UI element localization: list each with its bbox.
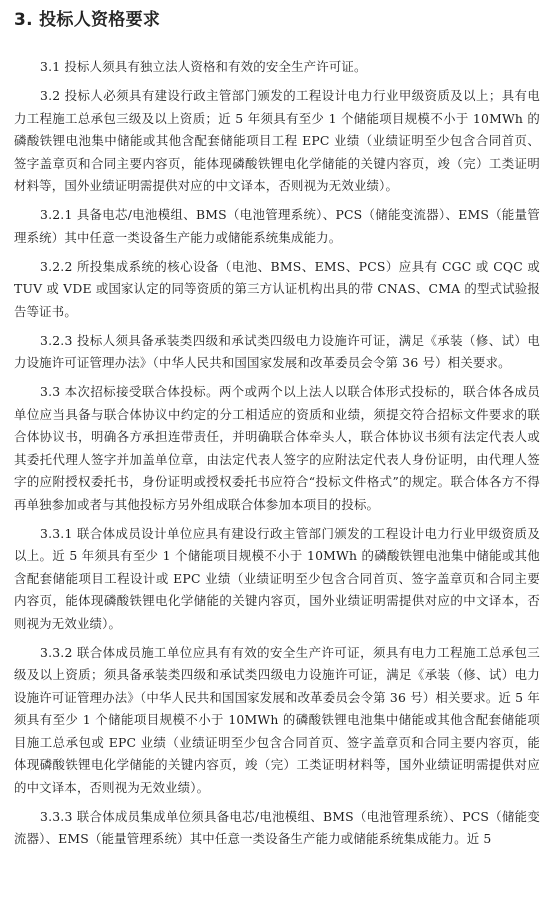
paragraph-3-2-3: 3.2.3 投标人须具备承装类四级和承试类四级电力设施许可证，满足《承装（修、试）电力设施许可证管理办法》（中华人民共和国国家发展和改革委员会令第 36 号）相关要求。 (14, 332, 540, 370)
paragraph-3-2: 3.2 投标人必须具有建设行政主管部门颁发的工程设计电力行业甲级资质及以上；具有电力工程施工总承包三级及以上资质；近 5 年须具有至少 1 个储能项目规模不小于 10MWh 的磷酸铁锂电池集中储能或其他含配套储能项目工程 EPC 业绩（业绩证明至少包含合同首页、签字盖章页和合同主要内容页，能体现磷酸铁锂电化学储能的关键内容页，竣（完）工类证明材料等，国外业绩证明需提供对应的中文译本，否则视为无效业绩）。 (14, 88, 540, 193)
document-body (14, 56, 540, 857)
paragraph-3-3: 3.3 本次招标接受联合体投标。两个或两个以上法人以联合体形式投标的，联合体各成员单位应当具备与联合体协议中约定的分工相适应的资质和业绩，须提交符合招标文件要求的联合体协议书，明确各方承担连带责任，并明确联合体牵头人，联合体协议书须有法定代表人或其委托代理人签字并加盖单位章，由法定代表人签字的应附法定代表人身份证明，由代理人签字的应附授权委托书，身份证明或授权委托书应符合“投标文件格式”的规定。联合体各方不得再单独参加或者与其他投标方另外组成联合体参加本项目的投标。 (14, 384, 540, 512)
paragraph-3-1: 3.1 投标人须具有独立法人资格和有效的安全生产许可证。 (40, 59, 367, 74)
section-heading: 3. 投标人资格要求 (14, 10, 161, 30)
paragraph-3-2-2: 3.2.2 所投集成系统的核心设备（电池、BMS、EMS、PCS）应具有 CGC 或 CQC 或 TUV 或 VDE 或国家认定的同等资质的第三方认证机构出具的带 CNAS、CMA 的型式试验报告等证书。 (14, 258, 540, 319)
paragraph-3-3-1: 3.3.1 联合体成员设计单位应具有建设行政主管部门颁发的工程设计电力行业甲级资质及以上。近 5 年须具有至少 1 个储能项目规模不小于 10MWh 的磷酸铁锂电池集中储能或其他含配套储能项目工程设计或 EPC 业绩（业绩证明至少包含合同首页、签字盖章页和合同主要内容页，能体现磷酸铁锂电化学储能的关键内容页，国外业绩证明需提供对应的中文译本，否则视为无效业绩）。 (14, 525, 540, 631)
paragraph-3-2-1: 3.2.1 具备电芯/电池模组、BMS（电池管理系统）、PCS（储能变流器）、EMS（能量管理系统）其中任意一类设备生产能力或储能系统集成能力。 (14, 207, 540, 245)
paragraph-3-3-2: 3.3.2 联合体成员施工单位应具有有效的安全生产许可证，须具有电力工程施工总承包三级及以上资质；须具备承装类四级和承试类四级电力设施许可证，满足《承装（修、试）电力设施许可证管理办法》（中华人民共和国国家发展和改革委员会令第 36 号）相关要求。近 5 年须具有至少 1 个储能项目规模不小于 10MWh 的磷酸铁锂电池集中储能或其他含配套储能项目施工总承包或 EPC 业绩（业绩证明至少包含合同首页、签字盖章页和合同主要内容页，能体现磷酸铁锂电化学储能的关键内容页，竣（完）工类证明材料等，国外业绩证明需提供对应的中文译本，否则视为无效业绩）。 (14, 644, 540, 795)
paragraph-3-3-3: 3.3.3 联合体成员集成单位须具备电芯/电池模组、BMS（电池管理系统）、PCS（储能变流器）、EMS（能量管理系统）其中任意一类设备生产能力或储能系统集成能力。近 5 (14, 808, 540, 846)
